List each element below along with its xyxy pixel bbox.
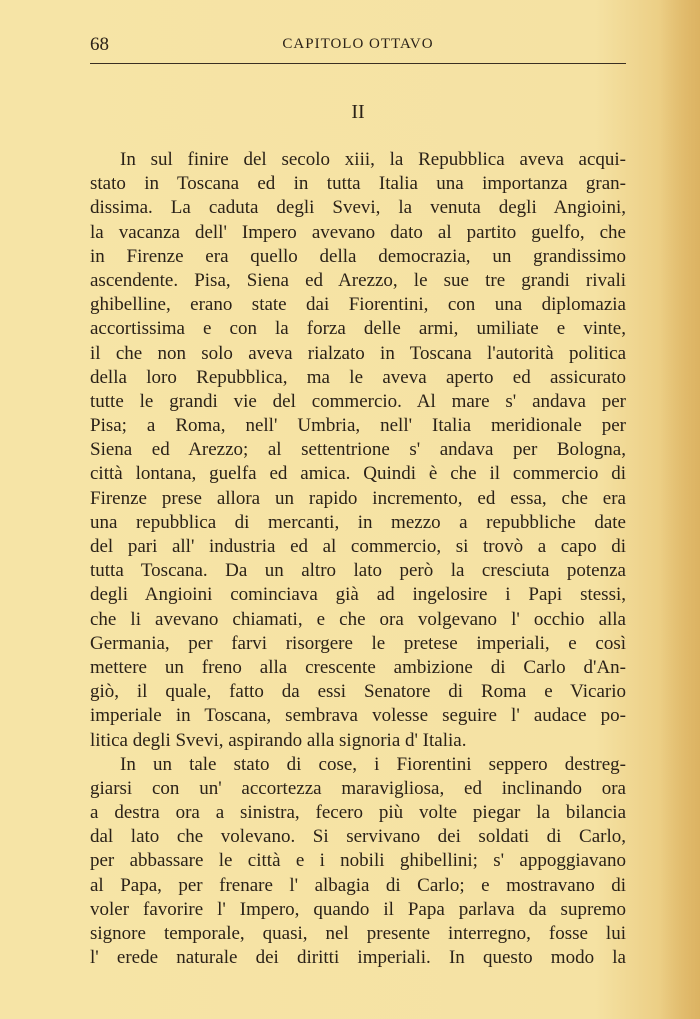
text-line: imperiale in Toscana, sembrava volesse seguire l' audace po- bbox=[90, 705, 626, 727]
text-line: al Papa, per frenare l' albagia di Carlo; e mostravano di bbox=[90, 874, 626, 896]
text-line: Siena ed Arezzo; al settentrione s' andava per Bologna, bbox=[90, 439, 626, 461]
page-header bbox=[90, 34, 626, 64]
text-line: accortissima e con la forza delle armi, umiliate e vinte, bbox=[90, 318, 626, 340]
text-line: Germania, per farvi risorgere le pretese imperiali, e così bbox=[90, 632, 626, 654]
text-line: città lontana, guelfa ed amica. Quindi è che il commercio di bbox=[90, 463, 626, 485]
text-line: tutta Toscana. Da un altro lato però la cresciuta potenza bbox=[90, 560, 626, 582]
text-line: a destra ora a sinistra, fecero più volte piegar la bilancia bbox=[90, 802, 626, 824]
text-line: giarsi con un' accortezza maravigliosa, ed inclinando ora bbox=[90, 777, 626, 799]
text-line: In un tale stato di cose, i Fiorentini seppero destreg- bbox=[120, 753, 626, 775]
text-line: Pisa; a Roma, nell' Umbria, nell' Italia meridionale per bbox=[90, 415, 626, 437]
text-line: In sul finire del secolo xiii, la Repubblica aveva acqui- bbox=[120, 149, 626, 170]
text-line: una repubblica di mercanti, in mezzo a repubbliche date bbox=[90, 511, 626, 533]
text-line: tutte le grandi vie del commercio. Al mare s' andava per bbox=[90, 390, 626, 412]
text-line: Firenze prese allora un rapido incremento, ed essa, che era bbox=[90, 487, 626, 509]
paragraph-2 bbox=[90, 753, 626, 971]
text-line: il che non solo aveva rialzato in Toscana l'autorità politica bbox=[90, 342, 626, 364]
text-line: per abbassare le città e i nobili ghibellini; s' appoggiavano bbox=[90, 850, 626, 872]
text-line: la vacanza dell' Impero avevano dato al partito guelfo, che bbox=[90, 221, 626, 243]
text-line: ghibelline, erano state dai Fiorentini, con una diplomazia bbox=[90, 294, 626, 316]
page-edge-shadow bbox=[660, 0, 700, 1019]
text-line: in Firenze era quello della democrazia, un grandissimo bbox=[90, 245, 626, 267]
text-line: dissima. La caduta degli Svevi, la venuta degli Angioini, bbox=[90, 197, 626, 219]
header-rule bbox=[90, 63, 626, 64]
text-line: l' erede naturale dei diritti imperiali. In questo modo la bbox=[90, 947, 626, 969]
paragraph-1 bbox=[90, 148, 626, 753]
page-number: 68 bbox=[90, 34, 109, 55]
text-line: ascendente. Pisa, Siena ed Arezzo, le sue tre grandi rivali bbox=[90, 269, 626, 291]
running-title: CAPITOLO OTTAVO bbox=[282, 36, 434, 52]
section-numeral: II bbox=[351, 101, 365, 123]
text-line: voler favorire l' Impero, quando il Papa parlava da supremo bbox=[90, 898, 626, 920]
text-line: signore temporale, quasi, nel presente interregno, fosse lui bbox=[90, 923, 626, 944]
text-line: che li avevano chiamati, e che ora volgevano l' occhio alla bbox=[90, 608, 626, 630]
text-line: degli Angioini cominciava già ad ingelosire i Papi stessi, bbox=[90, 584, 626, 606]
text-line: dal lato che volevano. Si servivano dei soldati di Carlo, bbox=[90, 826, 626, 848]
text-line: del pari all' industria ed al commercio, si trovò a capo di bbox=[90, 536, 626, 557]
text-line: giò, il quale, fatto da essi Senatore di Roma e Vicario bbox=[90, 681, 626, 703]
body-text bbox=[90, 148, 626, 970]
text-line: mettere un freno alla crescente ambizione di Carlo d'An- bbox=[90, 656, 626, 678]
text-line: stato in Toscana ed in tutta Italia una importanza gran- bbox=[90, 173, 626, 195]
text-line: della loro Repubblica, ma le aveva aperto ed assicurato bbox=[90, 366, 626, 388]
text-line: litica degli Svevi, aspirando alla signoria d' Italia. bbox=[90, 729, 467, 751]
